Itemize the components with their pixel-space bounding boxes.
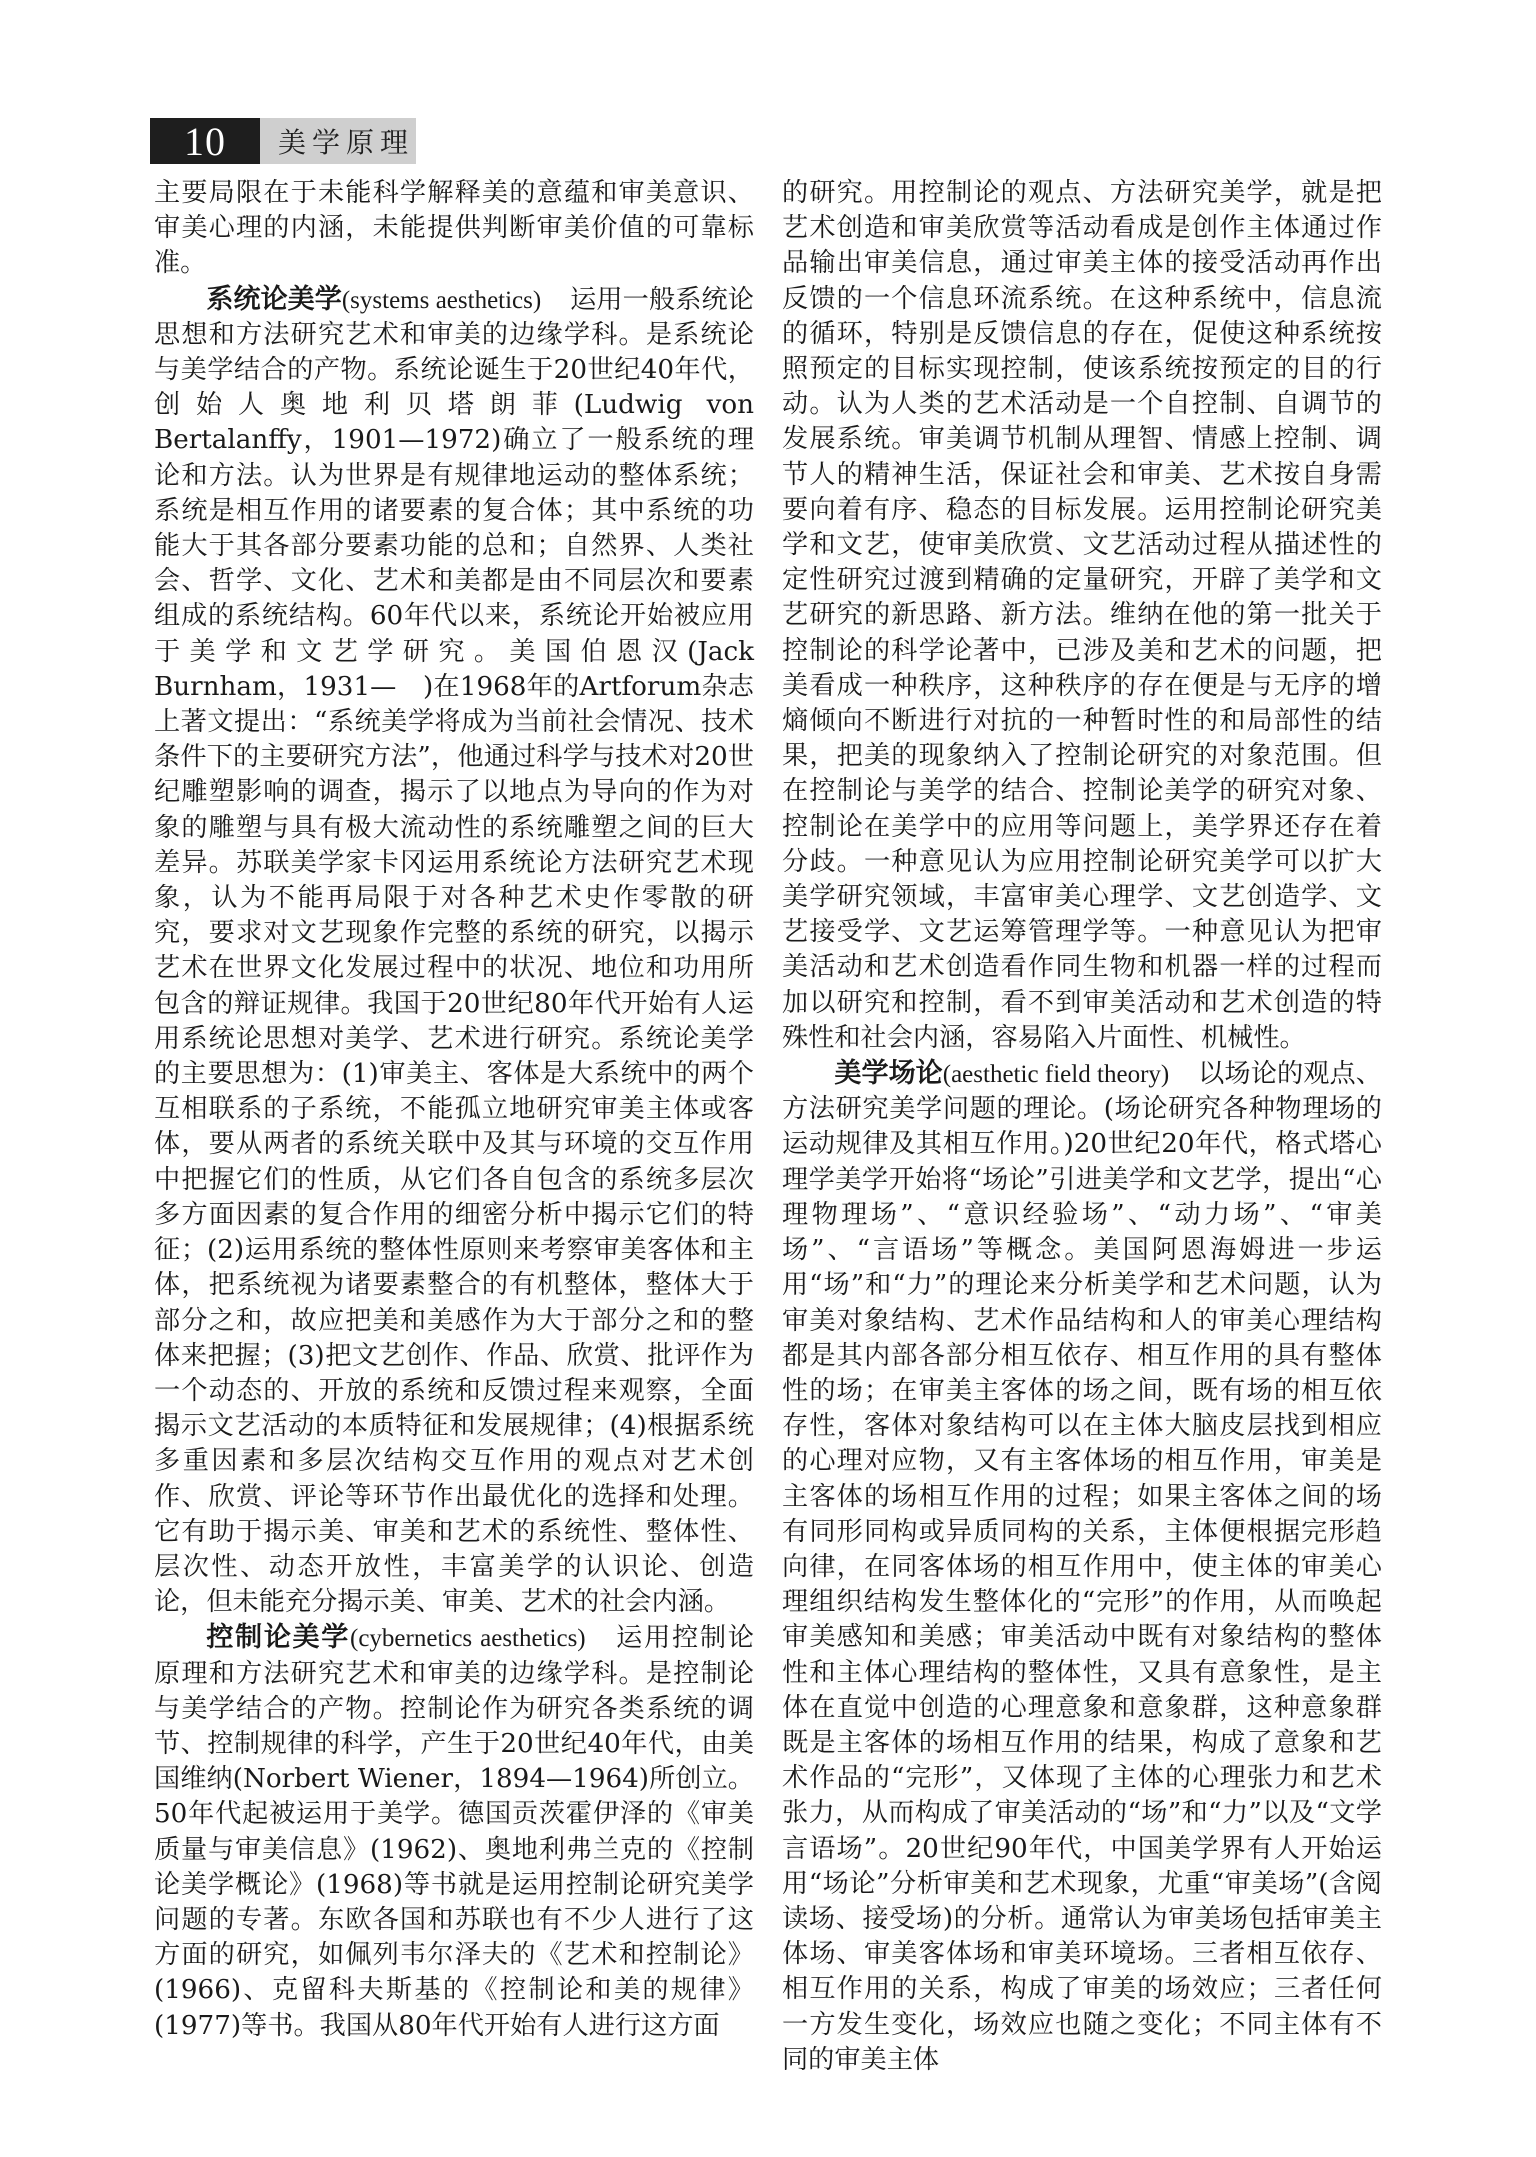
entry-latin-term: (systems aesthetics) [341,286,542,314]
entry-latin-term: (aesthetic field theory) [942,1061,1170,1089]
entry-body: 运用一般系统论思想和方法研究艺术和审美的边缘学科。是系统论与美学结合的产物。系统论诞生于20世纪40年代，创始人奥地利贝塔朗菲(Ludwig von Bertalanffy，1901—1972)确立了一般系统的理论和方法。认为世界是有规律地运动的整体系统；系统是相互作用的诸要素的复合体；其中系统的功能大于其各部分要素功能的总和；自然界、人类社会、哲学、文化、艺术和美都是由不同层次和要素组成的系统结构。60年代以来，系统论开始被应用于美学和文艺学研究。美国伯恩汉(Jack Burnham，1931— )在1968年的Artforum杂志上著文提出：“系统美学将成为当前社会情况、技术条件下的主要研究方法”，他通过科学与技术对20世纪雕塑影响的调查，揭示了以地点为导向的作为对象的雕塑与具有极大流动性的系统雕塑之间的巨大差异。苏联美学家卡冈运用系统论方法研究艺术现象，认为不能再局限于对各种艺术史作零散的研究，要求对文艺现象作完整的系统的研究，以揭示艺术在世界文化发展过程中的状况、地位和功用所包含的辩证规律。我国于20世纪80年代开始有人运用系统论思想对美学、艺术进行研究。系统论美学的主要思想为：(1)审美主、客体是大系统中的两个互相联系的子系统，不能孤立地研究审美主体或客体，要从两者的系统关联中及其与环境的交互作用中把握它们的性质，从它们各自包含的系统多层次多方面因素的复合作用的细密分析中揭示它们的特征；(2)运用系统的整体性原则来考察审美客体和主体，把系统视为诸要素整合的有机整体，整体大于部分之和，故应把美和美感作为大于部分之和的整体来把握；(3)把文艺创作、作品、欣赏、批评作为一个动态的、开放的系统和反馈过程来观察，全面揭示文艺活动的本质特征和发展规律；(4)根据系统多重因素和多层次结构交互作用的观点对艺术创作、欣赏、评论等环节作出最优化的选择和处理。它有助于揭示美、审美和艺术的系统性、整体性、层次性、动态开放性，丰富美学的认识论、创造论，但未能充分揭示美、审美、艺术的社会内涵。 [154,284,754,1618]
entry-body: 以场论的观点、方法研究美学问题的理论。(场论研究各种物理场的运动规律及其相互作用。)20世纪20年代，格式塔心理学美学开始将“场论”引进美学和文艺学，提出“心理物理场”、“意识经验场”、“动力场”、“审美场”、“言语场”等概念。美国阿恩海姆进一步运用“场”和“力”的理论来分析美学和艺术问题，认为审美对象结构、艺术作品结构和人的审美心理结构都是其内部各部分相互依存、相互作用的具有整体性的场；在审美主客体的场之间，既有场的相互依存性，客体对象结构可以在主体大脑皮层找到相应的心理对应物，又有主客体场的相互作用，审美是主客体的场相互作用的过程；如果主客体之间的场有同形同构或异质同构的关系，主体便根据完形趋向律，在同客体场的相互作用中，使主体的审美心理组织结构发生整体化的“完形”的作用，从而唤起审美感知和美感；审美活动中既有对象结构的整体性和主体心理结构的整体性，又具有意象性，是主体在直觉中创造的心理意象和意象群，这种意象群既是主客体的场相互作用的结果，构成了意象和艺术作品的“完形”，又体现了主体的心理张力和艺术张力，从而构成了审美活动的“场”和“力”以及“文学言语场”。20世纪90年代，中国美学界有人开始运用“场论”分析审美和艺术现象，尤重“审美场”(含阅读场、接受场)的分析。通常认为审美场包括审美主体场、审美客体场和审美环境场。三者相互依存、相互作用的关系，构成了审美的场效应；三者任何一方发生变化，场效应也随之变化；不同主体有不同的审美主体 [782,1059,1382,2075]
entry-cybernetics-aesthetics [154,1620,754,2043]
entry-aesthetic-field-theory [782,1056,1382,2078]
book-title: 美学原理 [260,118,416,164]
entry-systems-aesthetics [154,282,754,1621]
continued-paragraph: 的研究。用控制论的观点、方法研究美学，就是把艺术创造和审美欣赏等活动看成是创作主体通过作品输出审美信息，通过审美主体的接受活动再作出反馈的一个信息环流系统。在这种系统中，信息流的循环，特别是反馈信息的存在，促使这种系统按照预定的目标实现控制，使该系统按预定的目的行动。认为人类的艺术活动是一个自控制、自调节的发展系统。审美调节机制从理智、情感上控制、调节人的精神生活，保证社会和审美、艺术按自身需要向着有序、稳态的目标发展。运用控制论研究美学和文艺，使审美欣赏、文艺活动过程从描述性的定性研究过渡到精确的定量研究，开辟了美学和文艺研究的新思路、新方法。维纳在他的第一批关于控制论的科学论著中，已涉及美和艺术的问题，把美看成一种秩序，这种秩序的存在便是与无序的增熵倾向不断进行对抗的一种暂时性的和局部性的结果，把美的现象纳入了控制论研究的对象范围。但在控制论与美学的结合、控制论美学的研究对象、控制论在美学中的应用等问题上，美学界还存在着分歧。一种意见认为应用控制论研究美学可以扩大美学研究领域，丰富审美心理学、文艺创造学、文艺接受学、文艺运筹管理学等。一种意见认为把审美活动和艺术创造看作同生物和机器一样的过程而加以研究和控制，看不到审美活动和艺术创造的特殊性和社会内涵，容易陷入片面性、机械性。 [782,178,1382,1053]
left-column [154,176,754,2044]
entry-term: 控制论美学 [206,1622,350,1654]
entry-term: 系统论美学 [206,283,342,315]
entry-latin-term: (cybernetics aesthetics) [350,1625,586,1653]
entry-body: 运用控制论原理和方法研究艺术和审美的边缘学科。是控制论与美学结合的产物。控制论作为研究各类系统的调节、控制规律的科学，产生于20世纪40年代，由美国维纳(Norbert Wiener，1894—1964)所创立。50年代起被运用于美学。德国贡茨霍伊泽的《审美质量与审美信息》(1962)、奥地利弗兰克的《控制论美学概论》(1968)等书就是运用控制论研究美学问题的专著。东欧各国和苏联也有不少人进行了这方面的研究，如佩列韦尔泽夫的《艺术和控制论》(1966)、克留科夫斯基的《控制论和美的规律》(1977)等书。我国从80年代开始有人进行这方面 [154,1623,754,2041]
page-number: 10 [150,118,260,164]
running-header [150,118,416,164]
right-column [782,176,1382,2078]
entry-term: 美学场论 [834,1058,943,1090]
continued-paragraph: 主要局限在于未能科学解释美的意蕴和审美意识、审美心理的内涵，未能提供判断审美价值的可靠标准。 [154,178,754,279]
